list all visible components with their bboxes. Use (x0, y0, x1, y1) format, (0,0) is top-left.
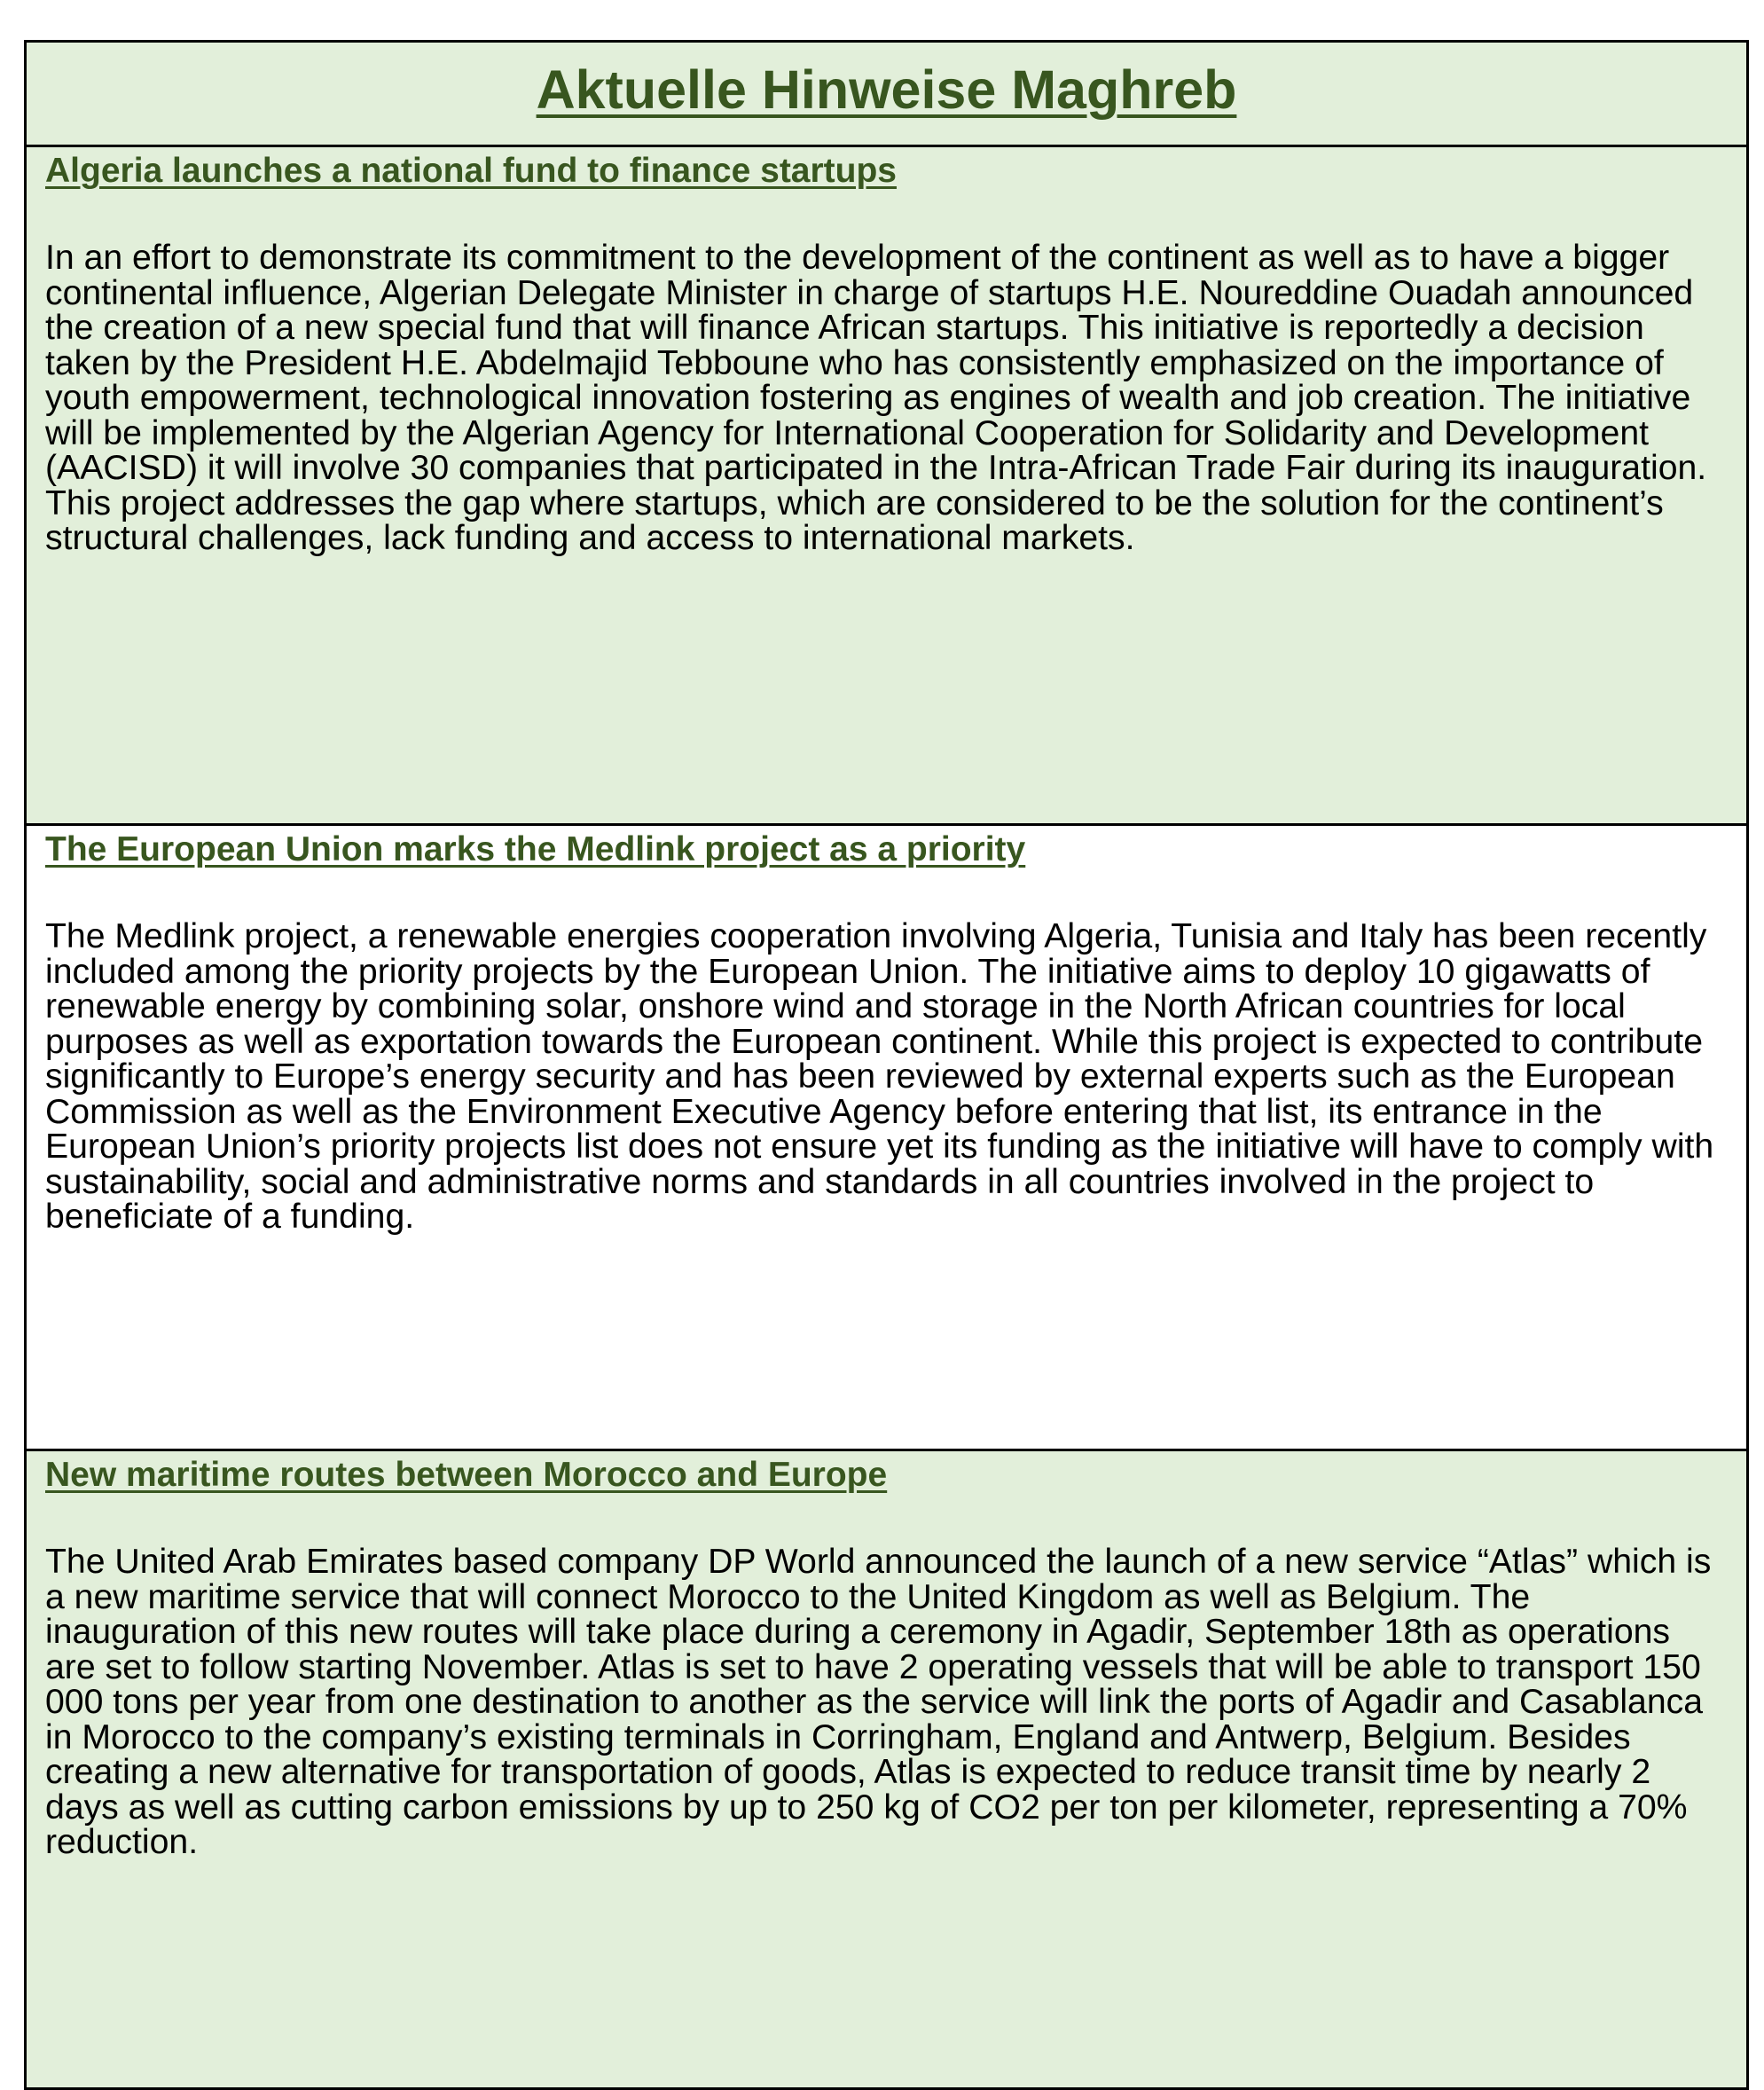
news-table (24, 40, 1749, 2090)
title-row (27, 43, 1746, 147)
section-body: In an effort to demonstrate its commitment to the development of the continent as well as to have a bigger continental influence, Algerian Delegate Minister in charge of startups H.E. Noureddine Ouadah announced the creation of a new special fund that will finance African startups. This initiative is reportedly a decision taken by the President H.E. Abdelmajid Tebboune who has consistently emphasized on the importance of youth empowerment, technological innovation fostering as engines of wealth and job creation. The initiative will be implemented by the Algerian Agency for International Cooperation for Solidarity and Development (AACISD) it will involve 30 companies that participated in the Intra-African Trade Fair during its inauguration. This project addresses the gap where startups, which are considered to be the solution for the continent’s structural challenges, lack funding and access to international markets. (45, 239, 1707, 557)
section-heading: New maritime routes between Morocco and Europe (45, 1456, 888, 1494)
section-body: The United Arab Emirates based company DP World announced the launch of a new service “Atlas” which is a new maritime service that will connect Morocco to the United Kingdom as well as Belgium. The inauguration of this new routes will take place during a ceremony in Agadir, September 18th as operations are set to follow starting November. Atlas is set to have 2 operating vessels that will be able to transport 150 000 tons per year from one destination to another as the service will link the ports of Agadir and Casablanca in Morocco to the company’s existing terminals in Corringham, England and Antwerp, Belgium. Besides creating a new alternative for transportation of goods, Atlas is expected to reduce transit time by nearly 2 days as well as cutting carbon emissions by up to 250 kg of CO2 per ton per kilometer, representing a 70% reduction. (45, 1543, 1712, 1861)
section-body: The Medlink project, a renewable energies cooperation involving Algeria, Tunisia and Italy has been recently included among the priority projects by the European Union. The initiative aims to deploy 10 gigawatts of renewable energy by combining solar, onshore wind and storage in the North African countries for local purposes as well as exportation towards the European continent. While this project is expected to contribute significantly to Europe’s energy security and has been reviewed by external experts such as the European Commission as well as the Environment Executive Agency before entering that list, its entrance in the European Union’s priority projects list does not ensure yet its funding as the initiative will have to comply with sustainability, social and administrative norms and standards in all countries involved in the project to beneficiate of a funding. (45, 917, 1714, 1236)
page-title: Aktuelle Hinweise Maghreb (536, 59, 1237, 120)
news-section-maritime-routes (27, 1451, 1746, 2090)
section-heading: Algeria launches a national fund to finance startups (45, 152, 897, 190)
news-section-algeria-fund (27, 147, 1746, 826)
section-heading: The European Union marks the Medlink project as a priority (45, 830, 1026, 868)
news-section-medlink (27, 826, 1746, 1451)
